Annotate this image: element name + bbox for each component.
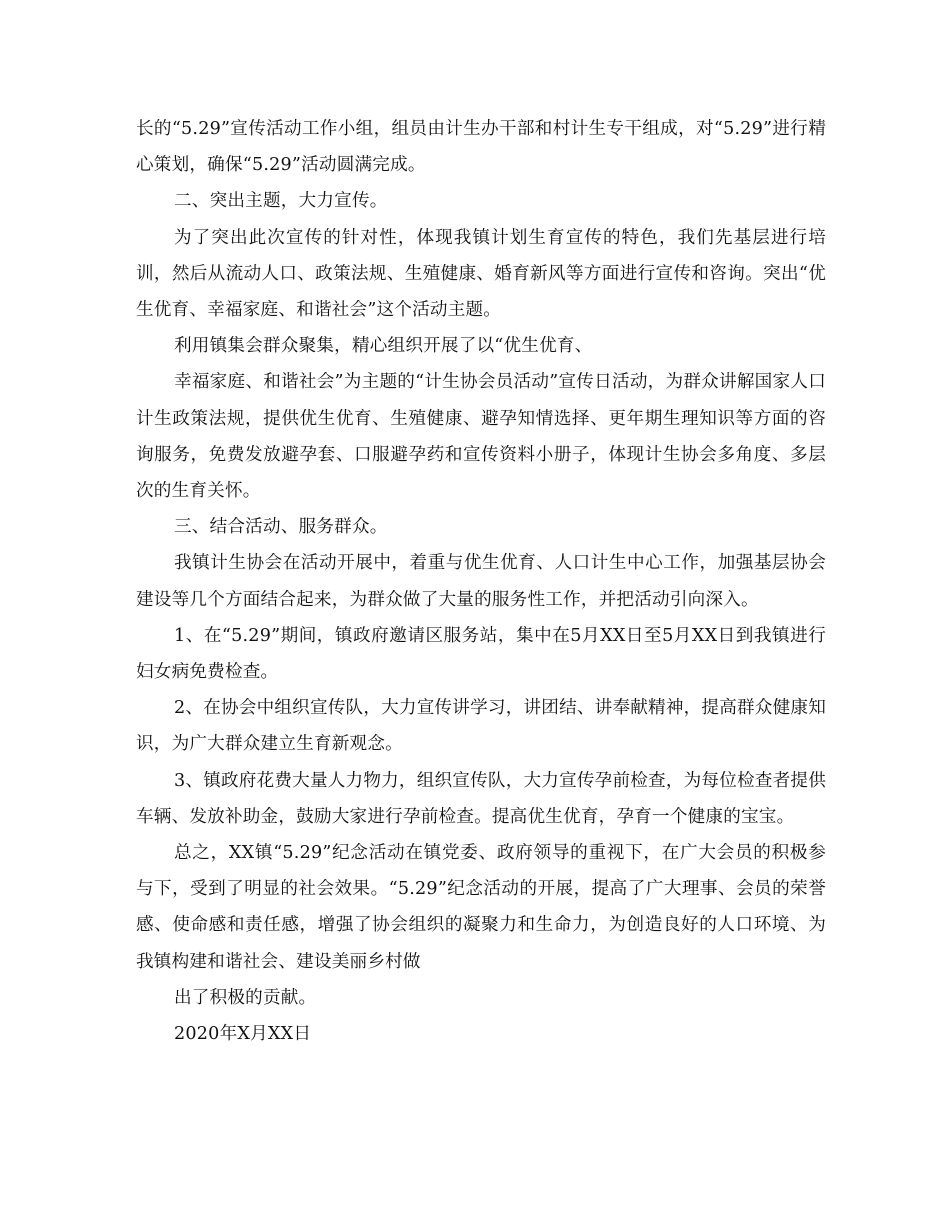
document-date: 2020年X月XX日 xyxy=(174,1024,312,1045)
paragraph-3: 为了突出此次宣传的针对性，体现我镇计划生育宣传的特色，我们先基层进行培训，然后从流动人口、政策法规、生殖健康、婚育新风等方面进行宣传和咨询。突出“优生优育、幸福家庭、和谐社会”这个活动主题。 xyxy=(136,227,826,321)
paragraph-7: 我镇计生协会在活动开展中，着重与优生优育、人口计生中心工作，加强基层协会建设等几个方面结合起来，为群众做了大量的服务性工作，并把活动引向深入。 xyxy=(136,553,826,610)
document-body xyxy=(136,111,826,1052)
section-heading-2: 二、突出主题，大力宣传。 xyxy=(174,191,388,212)
list-item-3: 3、镇政府花费大量人力物力，组织宣传队，大力宣传孕前检查，为每位检查者提供车辆、发放补助金，鼓励大家进行孕前检查。提高优生优育，孕育一个健康的宝宝。 xyxy=(136,770,826,827)
paragraph-1: 长的“5.29”宣传活动工作小组，组员由计生办干部和村计生专干组成，对“5.29”进行精心策划，确保“5.29”活动圆满完成。 xyxy=(136,119,826,176)
summary-paragraph: 总之，XX镇“5.29”纪念活动在镇党委、政府领导的重视下，在广大会员的积极参与下，受到了明显的社会效果。“5.29”纪念活动的开展，提高了广大理事、会员的荣誉感、使命感和责任感，增强了协会组织的凝聚力和生命力，为创造良好的人口环境、为我镇构建和谐社会、建设美丽乡村做 xyxy=(136,843,826,972)
list-item-1: 1、在“5.29”期间，镇政府邀请区服务站，集中在5月XX日至5月XX日到我镇进行妇女病免费检查。 xyxy=(136,625,826,683)
paragraph-4: 利用镇集会群众聚集，精心组织开展了以“优生优育、 xyxy=(174,336,593,357)
paragraph-5: 幸福家庭、和谐社会”为主题的“计生协会员活动”宣传日活动，为群众讲解国家人口计生政策法规，提供优生优育、生殖健康、避孕知情选择、更年期生理知识等方面的咨询服务，免费发放避孕套、口服避孕药和宣传资料小册子，体现计生协会多角度、多层次的生育关怀。 xyxy=(136,372,826,502)
summary-continuation: 出了积极的贡献。 xyxy=(174,987,317,1008)
list-item-2: 2、在协会中组织宣传队，大力宣传讲学习，讲团结、讲奉献精神，提高群众健康知识，为广大群众建立生育新观念。 xyxy=(136,698,826,755)
section-heading-3: 三、结合活动、服务群众。 xyxy=(174,517,388,538)
